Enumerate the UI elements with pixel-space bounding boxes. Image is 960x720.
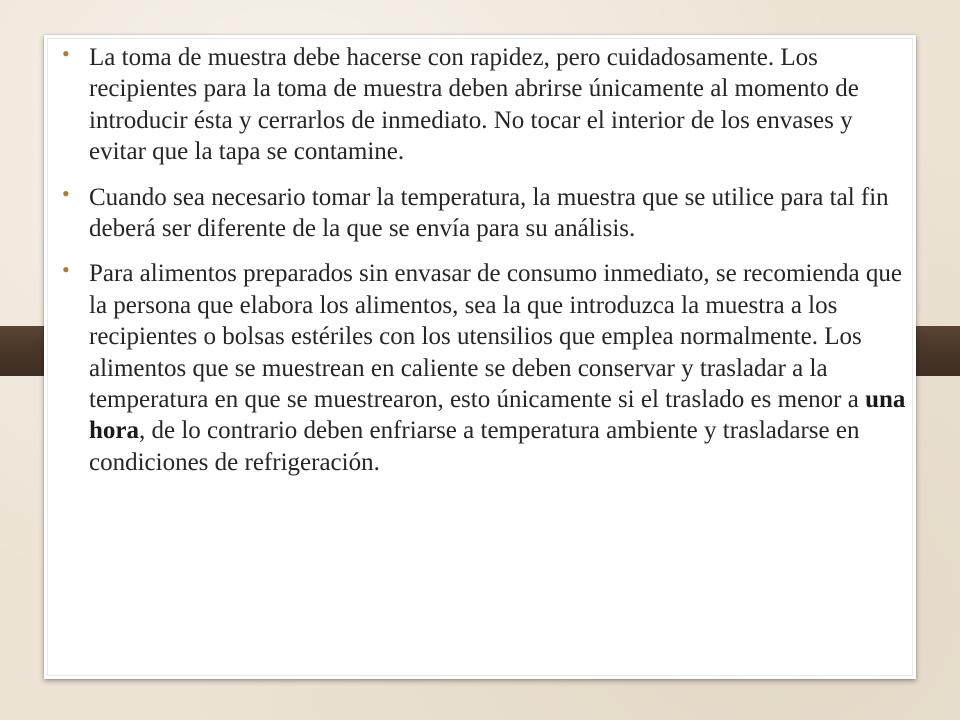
- bullet-text: [89, 260, 905, 475]
- bullet-text-before: Para alimentos preparados sin envasar de consumo inmediato, se recomienda que la persona que elabora los alimentos, sea la que introduzca la muestra a los recipientes o bolsas estériles con los utensilios que emplea normalmente. Los alimentos que se muestrean en caliente se deben conservar y trasladar a la temperatura en que se muestrearon, esto únicamente si el traslado es menor a: [89, 260, 902, 414]
- bullet-dot-icon: •: [62, 257, 70, 283]
- bullet-item-sampling-speed: [60, 42, 910, 168]
- bullet-text-after: , de lo contrario deben enfriarse a temperatura ambiente y trasladarse en condiciones de refrigeración.: [89, 417, 860, 476]
- bullet-text: La toma de muestra debe hacerse con rapidez, pero cuidadosamente. Los recipientes para la toma de muestra deben abrirse únicamente al momento de introducir ésta y cerrarlos de inmediato. No tocar el interior de los envases y evitar que la tapa se contamine.: [89, 44, 859, 166]
- bullet-list: [60, 42, 910, 492]
- bullet-text: Cuando sea necesario tomar la temperatura, la muestra que se utilice para tal fin deberá ser diferente de la que se envía para su análisis.: [89, 183, 889, 243]
- bullet-item-prepared-food: [60, 258, 910, 478]
- bullet-item-temperature: [60, 182, 910, 245]
- bullet-dot-icon: •: [62, 180, 70, 206]
- bullet-dot-icon: •: [62, 41, 70, 66]
- bullet-text-emphasis: una hora: [89, 386, 906, 445]
